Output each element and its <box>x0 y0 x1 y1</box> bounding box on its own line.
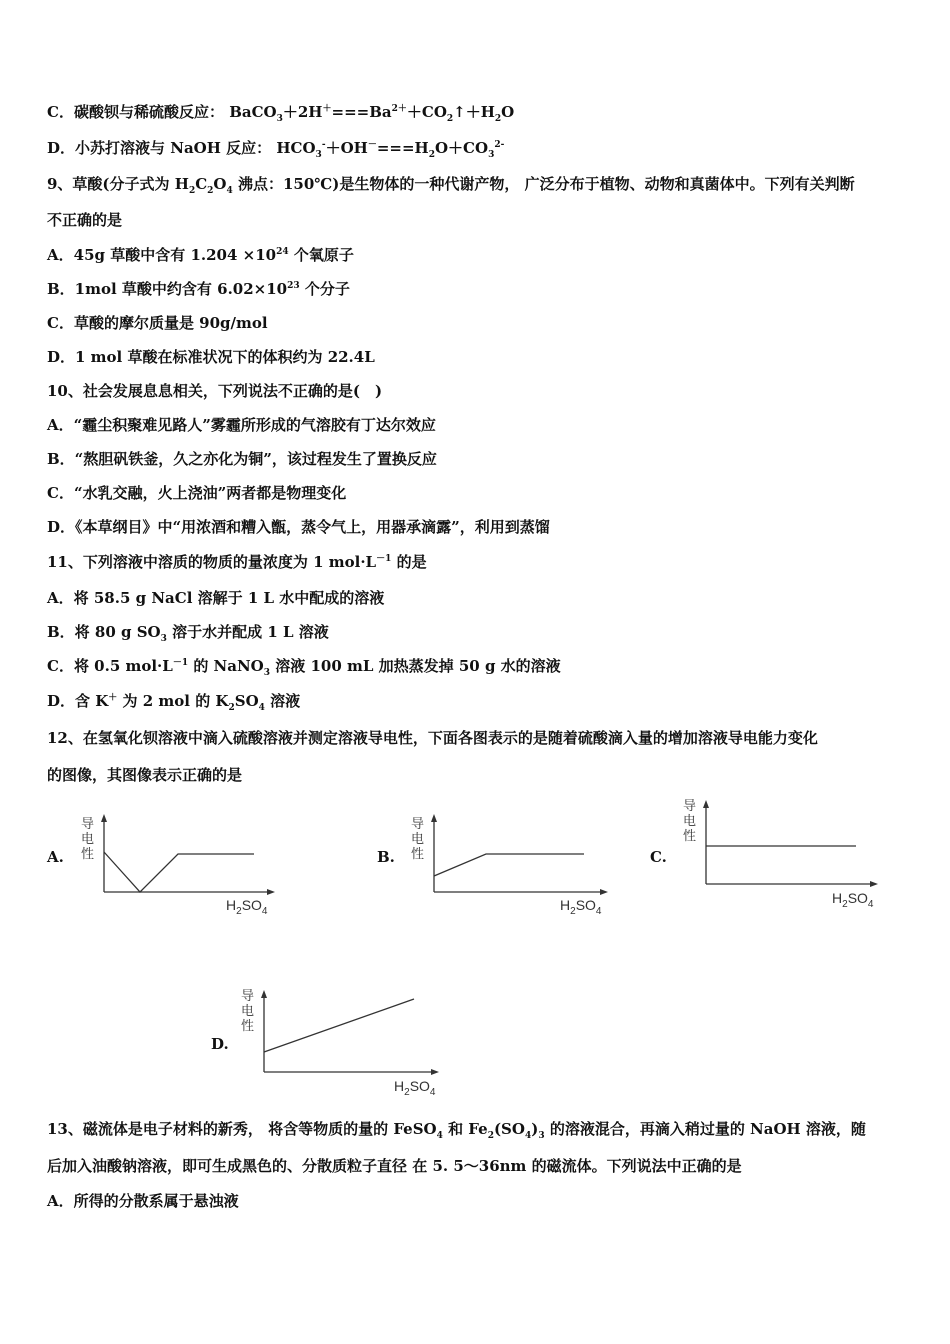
graph-b-xlabel: $H_2SO_4$ <box>560 897 602 917</box>
graph-d <box>238 984 448 1100</box>
q12-stem-cont: 的图像，其图像表示正确的是 <box>47 766 243 784</box>
q13-stem: 13、磁流体是电子材料的新秀， 将含等物质的量的 FeSO$_4$ 和 $Fe_2(SO_4)_3$ 的溶液混合，再滴入稍过量的 NaOH 溶液，随 <box>47 1120 866 1141</box>
q11-option-b: B．将 80 g $SO_3$ 溶于水并配成 1 L 溶液 <box>47 623 329 644</box>
graph-a <box>78 810 278 920</box>
graph-b-svg <box>408 810 613 920</box>
graph-d-ylabel-2: 电 <box>241 1004 255 1019</box>
graph-b-curve <box>434 854 584 876</box>
graph-c-x-arrow-icon <box>870 881 878 887</box>
graph-c-xlabel: $H_2SO_4$ <box>832 890 874 910</box>
graph-d-ylabel-3: 性 <box>241 1019 255 1034</box>
q9-option-d: D．1 mol 草酸在标准状况下的体积约为 22.4L <box>47 348 375 366</box>
q11-option-d: D．含 K＋ 为 2 mol 的 $K_2SO_4$ 溶液 <box>47 692 301 713</box>
graph-a-y-arrow-icon <box>101 814 107 822</box>
q9-option-a: A．45g 草酸中含有 $1.204 \times 10^{24}$ 个氧原子 <box>47 246 354 264</box>
graph-d-svg <box>238 984 448 1100</box>
q11-option-a: A．将 58.5 g NaCl 溶解于 1 L 水中配成的溶液 <box>47 589 385 607</box>
graph-d-y-arrow-icon <box>261 990 267 998</box>
q10-option-c: C．“水乳交融，火上浇油”两者都是物理变化 <box>47 484 347 502</box>
q11-option-c: C．将 0.5 $mol\cdot L^{-1}$ 的 NaNO$_3$ 溶液 100 mL 加热蒸发掉 50 g 水的溶液 <box>47 657 561 678</box>
q8-option-d: D．小苏打溶液与 NaOH 反应： $HCO_3^-+OH^-===H_2O+CO_3^{2-}$ <box>47 139 505 160</box>
graph-a-option-label: A. <box>47 848 64 866</box>
q10-stem: 10、社会发展息息相关，下列说法不正确的是( ) <box>47 382 383 400</box>
q9-stem: 9、草酸(分子式为 $H_2C_2O_4$ 沸点：150℃)是生物体的一种代谢产物， 广泛分布于植物、动物和真菌体中。下列有关判断 <box>47 175 855 196</box>
graph-c <box>680 794 885 912</box>
graph-a-ylabel-3: 性 <box>81 847 95 862</box>
graph-d-curve <box>264 999 414 1052</box>
q9-option-b: B．1mol 草酸中约含有 $6.02\times 10^{23}$ 个分子 <box>47 280 350 298</box>
q13-option-a: A．所得的分散系属于悬浊液 <box>47 1192 239 1210</box>
graph-c-y-arrow-icon <box>703 800 709 808</box>
graph-b-ylabel-2: 电 <box>411 832 425 847</box>
graph-b <box>408 810 613 920</box>
graph-d-ylabel-1: 导 <box>241 989 255 1004</box>
graph-d-option-label: D. <box>211 1035 229 1053</box>
q9-option-c: C．草酸的摩尔质量是 90g/mol <box>47 314 268 332</box>
q8-option-c: C．碳酸钡与稀硫酸反应： $BaCO_3+2H^+===Ba^{2+}+CO_2↑+H_2O$ <box>47 103 515 124</box>
graph-a-ylabel-2: 电 <box>81 832 95 847</box>
graph-a-ylabel-1: 导 <box>81 817 95 832</box>
graph-d-x-arrow-icon <box>431 1069 439 1075</box>
graph-c-ylabel-2: 电 <box>683 814 697 829</box>
q10-option-d: D．《本草纲目》中“用浓酒和糟入甑，蒸令气上，用器承滴露”，利用到蒸馏 <box>47 518 550 536</box>
graph-c-svg <box>680 794 885 912</box>
q9-stem-cont: 不正确的是 <box>47 211 123 229</box>
graph-d-xlabel: $H_2SO_4$ <box>394 1078 436 1098</box>
graph-a-svg <box>78 810 278 920</box>
graph-a-xlabel: $H_2SO_4$ <box>226 897 268 917</box>
graph-b-ylabel-1: 导 <box>411 817 425 832</box>
graph-b-x-arrow-icon <box>600 889 608 895</box>
q10-option-a: A．“霾尘积聚难见路人”雾霾所形成的气溶胶有丁达尔效应 <box>47 416 436 434</box>
graph-a-x-arrow-icon <box>267 889 275 895</box>
q12-stem: 12、在氢氧化钡溶液中滴入硫酸溶液并测定溶液导电性，下面各图表示的是随着硫酸滴入量的增加溶液导电能力变化 <box>47 729 818 747</box>
graph-b-ylabel-3: 性 <box>411 847 425 862</box>
q13-stem-cont: 后加入油酸钠溶液，即可生成黑色的、分散质粒子直径 在 5. 5～36nm 的磁流体。下列说法中正确的是 <box>47 1157 742 1175</box>
graph-a-curve <box>104 852 254 892</box>
q11-stem: 11、下列溶液中溶质的物质的量浓度为 1 $mol\cdot L^{-1}$ 的是 <box>47 553 427 571</box>
graph-c-option-label: C. <box>650 848 667 866</box>
graph-b-y-arrow-icon <box>431 814 437 822</box>
graph-b-option-label: B. <box>377 848 395 866</box>
q10-option-b: B．“熬胆矾铁釜，久之亦化为铜”，该过程发生了置换反应 <box>47 450 437 468</box>
graph-c-ylabel-3: 性 <box>683 829 697 844</box>
graph-c-ylabel-1: 导 <box>683 799 697 814</box>
